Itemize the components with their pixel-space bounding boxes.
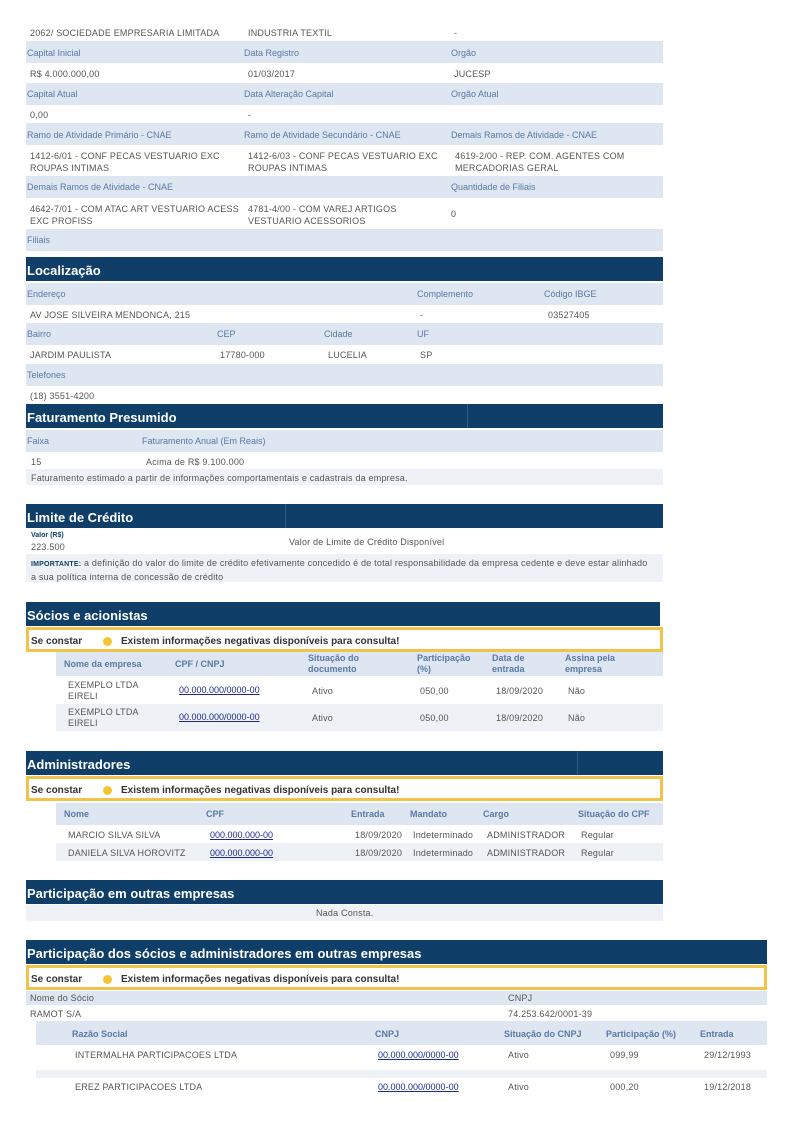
label-bairro: Bairro <box>27 329 52 339</box>
limite-disponivel-label: Valor de Limite de Crédito Disponível <box>289 537 445 547</box>
orgao: JUCESP <box>454 69 491 79</box>
situacao-cnpj: Ativo <box>508 1050 530 1060</box>
section-title: Limite de Crédito <box>27 510 134 525</box>
section-title: Faturamento Presumido <box>27 410 177 425</box>
negative-info-warning[interactable] <box>26 776 663 801</box>
endereco: AV JOSE SILVEIRA MENDONCA, 215 <box>30 310 191 320</box>
label-band <box>26 364 663 386</box>
col-cargo: Cargo <box>483 809 510 819</box>
label-filiais: Filiais <box>27 235 51 245</box>
col-cpf-cnpj: CPF / CNPJ <box>175 659 225 669</box>
codigo-ibge: 03527405 <box>548 310 590 320</box>
situacao: Ativo <box>312 713 334 723</box>
cargo: ADMINISTRADOR <box>487 830 566 840</box>
situacao: Ativo <box>312 686 334 696</box>
label-capital-atual: Capital Atual <box>27 89 78 99</box>
cpf-link[interactable]: 000.000.000-00 <box>210 830 274 840</box>
section-title: Administradores <box>27 757 131 772</box>
capital-inicial: R$ 4.000.000,00 <box>30 69 100 79</box>
admin-nome: MARCIO SILVA SILVA <box>68 830 161 840</box>
section-header-administradores <box>26 751 663 775</box>
section-title: Sócios e acionistas <box>27 608 148 623</box>
entrada: 29/12/1993 <box>704 1050 752 1060</box>
label-endereco: Endereço <box>27 289 66 299</box>
col-situacao: Situação do documento <box>308 653 360 674</box>
col-participacao: Participação (%) <box>606 1029 677 1039</box>
razao-social: INTERMALHA PARTICIPACOES LTDA <box>75 1050 238 1060</box>
label-orgao: Orgão <box>451 48 477 58</box>
label-faixa: Faixa <box>27 436 50 446</box>
cnpj-link[interactable]: 00.000.000/0000-00 <box>179 685 260 695</box>
col-participacao: Participação (%) <box>417 653 471 674</box>
label-band <box>26 229 663 251</box>
faixa: 15 <box>31 457 42 467</box>
label-cep: CEP <box>217 329 236 339</box>
label-uf: UF <box>417 329 429 339</box>
importante-label: IMPORTANTE: <box>31 561 82 568</box>
label-orgao-atual: Orgão Atual <box>451 89 499 99</box>
label-band <box>26 83 663 105</box>
divider <box>285 504 286 528</box>
warning-dot-icon <box>103 975 112 984</box>
negative-info-warning[interactable] <box>26 627 663 652</box>
situacao-cpf: Regular <box>581 848 614 858</box>
natureza-juridica: 2062/ SOCIEDADE EMPRESARIA LIMITADA <box>30 28 220 38</box>
cnpj-link[interactable]: 00.000.000/0000-00 <box>378 1082 459 1092</box>
label-valor: Valor (R$) <box>31 532 64 539</box>
warning-dot-icon <box>103 637 112 646</box>
data-entrada: 18/09/2020 <box>496 686 544 696</box>
col-data-entrada: Data de entrada <box>492 653 525 674</box>
entrada: 18/09/2020 <box>355 830 403 840</box>
table-row <box>56 843 663 861</box>
complemento: - <box>420 310 424 320</box>
label-cnae-secundario: Ramo de Atividade Secundário - CNAE <box>244 130 401 140</box>
cnpj-socio: 74.253.642/0001-39 <box>508 1009 593 1019</box>
cargo: ADMINISTRADOR <box>487 848 566 858</box>
cnae-primario: 1412-6/01 - CONF PECAS VESTUARIO EXC ROUPAS INTIMAS <box>30 151 220 173</box>
label-complemento: Complemento <box>417 289 474 299</box>
mandato: Indeterminado <box>413 848 474 858</box>
warning-prefix: Se constar <box>31 785 83 796</box>
label-nome-socio: Nome do Sócio <box>30 993 95 1003</box>
entrada: 18/09/2020 <box>355 848 403 858</box>
capital-atual: 0,00 <box>30 110 49 120</box>
col-assina: Assina pela empresa <box>565 653 616 674</box>
empresa-nome: EXEMPLO LTDA EIRELI <box>68 707 139 728</box>
warning-text: Existem informações negativas disponíveis para consulta! <box>121 785 400 796</box>
warning-prefix: Se constar <box>31 636 83 647</box>
faturamento-note: Faturamento estimado a partir de informações comportamentais e cadastrais da empresa. <box>31 473 408 483</box>
cnae-demais-3: 4781-4/00 - COM VAREJ ARTIGOS VESTUARIO ACESSORIOS <box>248 204 397 226</box>
section-header-faturamento <box>26 404 663 428</box>
divider <box>467 404 468 428</box>
limite-valor: 223.500 <box>31 542 65 552</box>
table-row <box>56 704 663 731</box>
section-header-socios <box>26 602 660 626</box>
label-data-registro: Data Registro <box>244 48 300 58</box>
label-codigo-ibge: Código IBGE <box>544 289 597 299</box>
label-cnae-demais-2: Demais Ramos de Atividade - CNAE <box>27 182 174 192</box>
participacao: 099,99 <box>610 1050 639 1060</box>
table-row <box>56 677 663 704</box>
label-faturamento-anual: Faturamento Anual (Em Reais) <box>142 436 266 446</box>
cnae-demais: 4619-2/00 - REP. COM. AGENTES COM MERCADORIAS GERAL <box>455 151 625 173</box>
faturamento-anual: Acima de R$ 9.100.000 <box>146 457 245 467</box>
label-data-alteracao: Data Alteração Capital <box>244 89 334 99</box>
warning-text: Existem informações negativas disponíveis para consulta! <box>121 974 400 985</box>
cnpj-link[interactable]: 00.000.000/0000-00 <box>179 712 260 722</box>
setor-extra: - <box>454 28 458 38</box>
section-title: Localização <box>27 263 101 278</box>
cnae-secundario: 1412-6/03 - CONF PECAS VESTUARIO EXC ROUPAS INTIMAS <box>248 151 438 173</box>
limite-note <box>31 557 651 583</box>
table-row <box>36 1077 767 1101</box>
section-title: Participação dos sócios e administradores em outras empresas <box>27 946 422 961</box>
col-cpf: CPF <box>206 809 224 819</box>
label-band <box>26 41 663 63</box>
uf: SP <box>420 350 433 360</box>
table-row <box>56 826 663 843</box>
negative-info-warning[interactable] <box>26 965 767 990</box>
label-telefones: Telefones <box>27 370 66 380</box>
section-header-localizacao <box>26 257 663 281</box>
bairro: JARDIM PAULISTA <box>30 350 112 360</box>
table-row <box>36 1045 767 1069</box>
qtd-filiais: 0 <box>451 209 457 219</box>
importante-text: a definição do valor do limite de crédito efetivamente concedido é de total responsabilidade da empresa cedente e deve estar alinhado a sua política interna de concessão de crédito <box>31 558 648 582</box>
label-cnpj: CNPJ <box>508 993 533 1003</box>
entrada: 19/12/2018 <box>704 1082 752 1092</box>
situacao-cnpj: Ativo <box>508 1082 530 1092</box>
col-situacao-cnpj: Situação do CNPJ <box>504 1029 582 1039</box>
label-band <box>26 991 767 1005</box>
label-cidade: Cidade <box>324 329 353 339</box>
participacao: 000,20 <box>610 1082 639 1092</box>
telefone: (18) 3551-4200 <box>30 391 95 401</box>
warning-text: Existem informações negativas disponíveis para consulta! <box>121 636 400 647</box>
cnpj-link[interactable]: 00.000.000/0000-00 <box>378 1050 459 1060</box>
cnae-demais-2: 4642-7/01 - COM ATAC ART VESTUARIO ACESS EXC PROFISS <box>30 204 239 226</box>
cidade: LUCELIA <box>328 350 367 360</box>
label-band <box>26 430 663 452</box>
section-header-limite <box>26 504 663 528</box>
participacao: 050,00 <box>420 686 449 696</box>
data-registro: 01/03/2017 <box>248 69 296 79</box>
empresa-nome: EXEMPLO LTDA EIRELI <box>68 680 139 701</box>
col-nome: Nome <box>64 809 90 819</box>
col-entrada: Entrada <box>700 1029 734 1039</box>
situacao-cpf: Regular <box>581 830 614 840</box>
data-alteracao: - <box>248 110 252 120</box>
mandato: Indeterminado <box>413 830 474 840</box>
participacao: 050,00 <box>420 713 449 723</box>
assina: Não <box>568 713 586 723</box>
col-situacao-cpf: Situação do CPF <box>578 809 650 819</box>
col-cnpj: CNPJ <box>375 1029 400 1039</box>
divider <box>577 751 578 775</box>
assina: Não <box>568 686 586 696</box>
warning-prefix: Se constar <box>31 974 83 985</box>
col-nome-empresa: Nome da empresa <box>64 659 142 669</box>
cep: 17780-000 <box>220 350 265 360</box>
label-cnae-demais: Demais Ramos de Atividade - CNAE <box>451 130 598 140</box>
admin-nome: DANIELA SILVA HOROVITZ <box>68 848 186 858</box>
setor: INDUSTRIA TEXTIL <box>248 28 333 38</box>
nome-socio: RAMOT S/A <box>30 1009 82 1019</box>
section-header-participacao <box>26 880 663 904</box>
col-razao-social: Razão Social <box>72 1029 128 1039</box>
label-qtd-filiais: Quantidade de Filiais <box>451 182 536 192</box>
razao-social: EREZ PARTICIPACOES LTDA <box>75 1082 203 1092</box>
nada-consta: Nada Consta. <box>316 908 374 918</box>
section-header-participacao-socios <box>26 940 767 964</box>
cpf-link[interactable]: 000.000.000-00 <box>210 848 274 858</box>
label-capital-inicial: Capital Inicial <box>27 48 81 58</box>
label-cnae-primario: Ramo de Atividade Primário - CNAE <box>27 130 172 140</box>
warning-dot-icon <box>103 786 112 795</box>
col-mandato: Mandato <box>410 809 447 819</box>
section-title: Participação em outras empresas <box>27 886 235 901</box>
col-entrada: Entrada <box>351 809 385 819</box>
data-entrada: 18/09/2020 <box>496 713 544 723</box>
